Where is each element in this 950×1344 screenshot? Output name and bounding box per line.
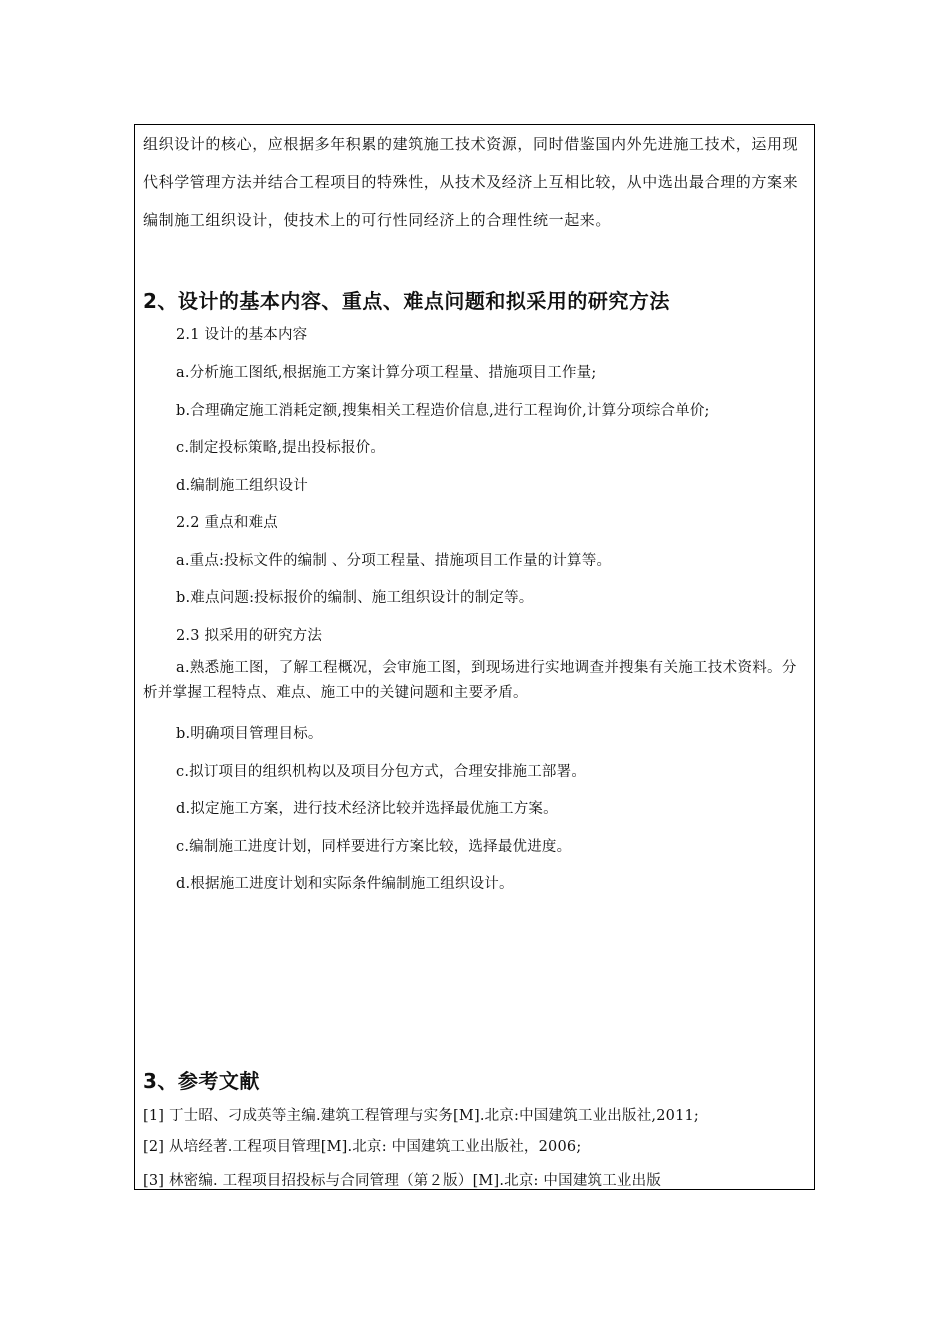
list-item: a.分析施工图纸,根据施工方案计算分项工程量、措施项目工作量; [176,365,597,381]
list-item: b.合理确定施工消耗定额,搜集相关工程造价信息,进行工程询价,计算分项综合单价; [176,403,710,419]
list-item: d.拟定施工方案，进行技术经济比较并选择最优施工方案。 [176,801,558,817]
section-2-heading: 2、设计的基本内容、重点、难点问题和拟采用的研究方法 [143,289,670,313]
list-item: c.拟订项目的组织机构以及项目分包方式，合理安排施工部署。 [176,764,587,780]
intro-paragraph: 组织设计的核心，应根据多年积累的建筑施工技术资源，同时借鉴国内外先进施工技术，运用现代科学管理方法并结合工程项目的特殊性，从技术及经济上互相比较，从中选出最合理的方案来编制施工组织设计，使技术上的可行性同经济上的合理性统一起来。 [143,135,799,229]
list-item: a.熟悉施工图，了解工程概况，会审施工图，到现场进行实地调查并搜集有关施工技术资料。分析并掌握工程特点、难点、施工中的关键问题和主要矛盾。 [143,660,797,701]
list-item: c.编制施工进度计划，同样要进行方案比较，选择最优进度。 [176,839,572,855]
subsection-2-1-title: 2.1 设计的基本内容 [176,327,308,343]
form-table-cell [134,124,815,1190]
list-item: d.编制施工组织设计 [176,478,308,494]
list-item: b.难点问题:投标报价的编制、施工组织设计的制定等。 [176,590,534,606]
reference-item: [2] 从培经著.工程项目管理[M].北京: 中国建筑工业出版社，2006; [143,1139,582,1155]
list-item: b.明确项目管理目标。 [176,726,323,742]
list-item: c.制定投标策略,提出投标报价。 [176,440,386,456]
subsection-2-3-title: 2.3 拟采用的研究方法 [176,628,323,644]
reference-item: [3] 林密编. 工程项目招投标与合同管理（第２版）[M].北京: 中国建筑工业出版 [143,1173,662,1189]
list-item: a.重点:投标文件的编制 、分项工程量、措施项目工作量的计算等。 [176,553,612,569]
reference-item: [1] 丁士昭、刁成英等主编.建筑工程管理与实务[M].北京:中国建筑工业出版社,2011; [143,1108,700,1124]
list-item: d.根据施工进度计划和实际条件编制施工组织设计。 [176,876,514,892]
section-3-heading: 3、参考文献 [143,1069,260,1093]
subsection-2-2-title: 2.2 重点和难点 [176,515,278,531]
